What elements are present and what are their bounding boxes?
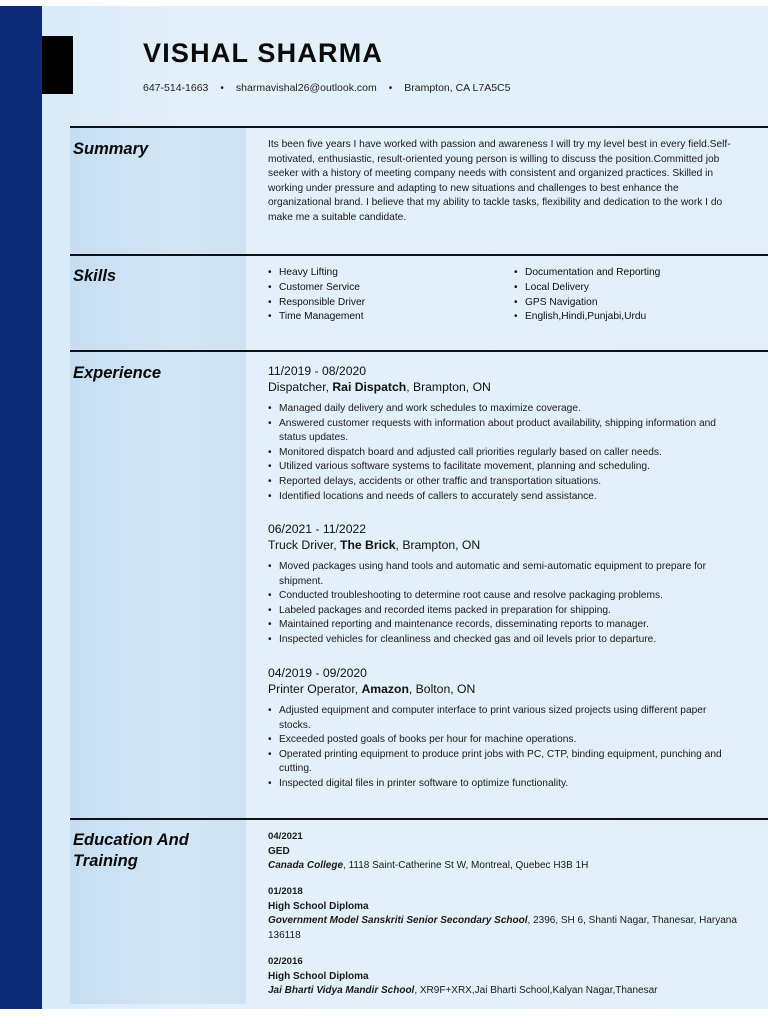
job-dates: 04/2019 - 09/2020 xyxy=(268,666,367,680)
education-degree: GED xyxy=(268,845,290,857)
school-name: Jai Bharti Vidya Mandir School xyxy=(268,985,415,997)
section-title-skills: Skills xyxy=(73,267,117,285)
section-divider xyxy=(70,350,768,352)
skill-item: • Local Delivery xyxy=(514,281,660,296)
bullet-item: • Labeled packages and recorded items packed in preparation for shipping. xyxy=(268,604,738,619)
bullet-item: • Inspected vehicles for cleanliness and checked gas and oil levels prior to departure. xyxy=(268,633,738,648)
bullet-item: • Managed daily delivery and work schedules to maximize coverage. xyxy=(268,402,738,417)
job-title: Dispatcher, Rai Dispatch, Brampton, ON xyxy=(268,380,491,394)
job-bullets xyxy=(268,560,738,648)
side-accent-bar xyxy=(0,6,42,1009)
education-school-line: Canada College, 1118 Saint-Catherine St W, Montreal, Quebec H3B 1H xyxy=(268,860,589,872)
bullet-item: • Maintained reporting and maintenance records, disseminating reports to manager. xyxy=(268,618,738,633)
education-entry xyxy=(268,830,743,874)
header-accent-block xyxy=(42,36,73,94)
candidate-name: VISHAL SHARMA xyxy=(143,38,384,68)
skill-item: • Documentation and Reporting xyxy=(514,266,660,281)
job-entry xyxy=(268,363,738,504)
page-bottom-margin xyxy=(0,1009,768,1024)
job-dates: 06/2021 - 11/2022 xyxy=(268,522,367,536)
bullet-item: • Identified locations and needs of callers to accurately send assistance. xyxy=(268,490,738,505)
location: Brampton, CA L7A5C5 xyxy=(404,82,511,94)
bullet-item: • Moved packages using hand tools and automatic and semi-automatic equipment to prepare for shipment. xyxy=(268,560,738,589)
bullet-item: • Utilized various software systems to facilitate movement, planning and scheduling. xyxy=(268,460,738,475)
phone-number: 647-514-1663 xyxy=(143,82,209,94)
skills-column-right xyxy=(514,266,660,325)
job-title: Printer Operator, Amazon, Bolton, ON xyxy=(268,682,476,696)
education-date: 01/2018 xyxy=(268,886,303,897)
bullet-item: • Monitored dispatch board and adjusted call priorities regularly based on caller needs. xyxy=(268,446,738,461)
section-title-summary: Summary xyxy=(73,140,149,158)
email-address: sharmavishal26@outlook.com xyxy=(235,82,377,94)
skill-item: • Customer Service xyxy=(268,281,514,296)
bullet-item: • Inspected digital files in printer software to optimize functionality. xyxy=(268,777,738,792)
education-school-line: Jai Bharti Vidya Mandir School, XR9F+XRX,Jai Bharti School,Kalyan Nagar,Thanesar xyxy=(268,985,658,997)
contact-line xyxy=(143,82,510,94)
bullet-item: • Exceeded posted goals of books per hour for machine operations. xyxy=(268,733,738,748)
job-bullets xyxy=(268,704,738,792)
section-divider xyxy=(70,126,768,128)
education-entry xyxy=(268,955,743,999)
school-name: Canada College xyxy=(268,860,344,872)
bullet-item: • Adjusted equipment and computer interface to print various sized projects using different paper stocks. xyxy=(268,704,738,733)
job-entry xyxy=(268,665,738,792)
skills-column-left xyxy=(268,266,514,325)
job-entry xyxy=(268,521,738,648)
skills-list xyxy=(268,266,748,325)
job-dates: 11/2019 - 08/2020 xyxy=(268,364,367,378)
section-divider xyxy=(70,818,768,820)
summary-text: Its been five years I have worked with passion and awareness I will try my level best in every field.Self-motivated, enthusiastic, result-oriented young person is willing to discuss the position.Committed job seeker with a history of meeting company needs with consistent and organized practices. Skilled in working under pressure and adapting to new situations and challenges to best enhance the organizational brand. I believe that my ability to tackle tasks, flexibility and dedication to the work I do make me a suitable candidate. xyxy=(268,139,731,223)
section-title-experience: Experience xyxy=(73,364,162,382)
company-name: Rai Dispatch xyxy=(332,380,407,394)
bullet-item: • Operated printing equipment to produce print jobs with PC, CTP, binding equipment, punching and cutting. xyxy=(268,748,738,777)
job-title: Truck Driver, The Brick, Brampton, ON xyxy=(268,538,481,552)
contact-separator: • xyxy=(388,82,393,94)
skill-item: • GPS Navigation xyxy=(514,296,660,311)
skill-item: • Responsible Driver xyxy=(268,296,514,311)
company-name: The Brick xyxy=(340,538,396,552)
education-date: 02/2016 xyxy=(268,956,303,967)
skill-item: • Time Management xyxy=(268,310,514,325)
bullet-item: • Reported delays, accidents or other traffic and transportation situations. xyxy=(268,475,738,490)
bullet-item: • Conducted troubleshooting to determine root cause and resolve packaging problems. xyxy=(268,589,738,604)
section-title-panel xyxy=(70,126,246,1004)
section-title-education: Education And Training xyxy=(73,831,189,870)
education-degree: High School Diploma xyxy=(268,900,369,912)
skill-item: • Heavy Lifting xyxy=(268,266,514,281)
education-date: 04/2021 xyxy=(268,831,303,842)
education-degree: High School Diploma xyxy=(268,970,369,982)
education-entry xyxy=(268,885,743,943)
education-school-line: Government Model Sanskriti Senior Secondary School, 2396, SH 6, Shanti Nagar, Thanesar, Haryana 136118 xyxy=(268,915,737,941)
skill-item: • English,Hindi,Punjabi,Urdu xyxy=(514,310,660,325)
section-divider xyxy=(70,254,768,256)
school-name: Government Model Sanskriti Senior Secondary School xyxy=(268,915,528,927)
bullet-item: • Answered customer requests with information about product availability, shipping information and status updates. xyxy=(268,417,738,446)
job-bullets xyxy=(268,402,738,504)
company-name: Amazon xyxy=(361,682,409,696)
contact-separator: • xyxy=(220,82,224,94)
